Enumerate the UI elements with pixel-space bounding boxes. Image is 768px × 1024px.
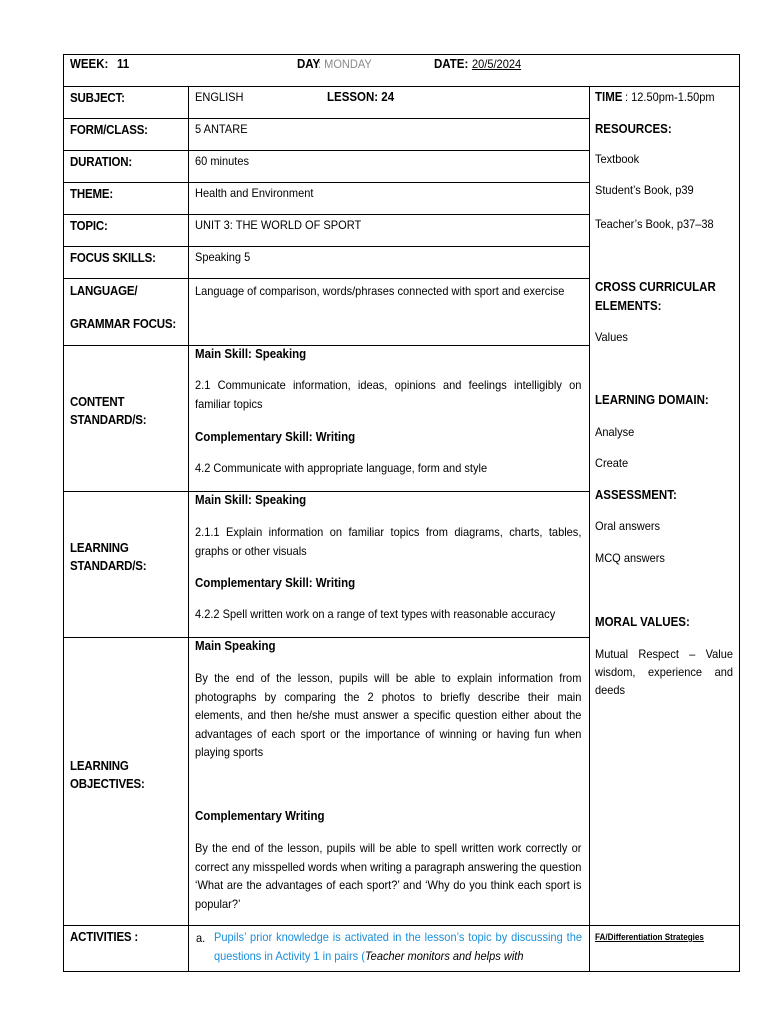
row-divider	[63, 182, 589, 183]
resource-item: Teacher’s Book, p37–38	[595, 217, 714, 231]
row-divider	[63, 214, 589, 215]
date-value: 20/5/2024	[472, 57, 522, 71]
objectives-main-text: By the end of the lesson, pupils will be able to explain information from photographs by comparing the 2 photos to briefly describe their main elements, and then he/she must answer a specific question either about the advantages of each sport or the importance of winning or having fun when playing sports	[195, 671, 582, 759]
focus-skills-label: FOCUS SKILLS:	[70, 251, 156, 265]
resources-heading: RESOURCES:	[595, 122, 672, 136]
objectives-main-heading: Main Speaking	[195, 639, 276, 653]
language-label: LANGUAGE/	[70, 284, 138, 298]
row-divider	[63, 118, 589, 119]
assessment-heading: ASSESSMENT:	[595, 488, 677, 502]
domain-item: Analyse	[595, 425, 635, 439]
content-standard-label: CONTENT	[70, 395, 125, 409]
learning-comp-heading: Complementary Skill: Writing	[195, 576, 356, 590]
activity-marker: a.	[196, 931, 206, 945]
topic-value: UNIT 3: THE WORLD OF SPORT	[195, 218, 362, 232]
lesson-number: LESSON: 24	[327, 90, 395, 104]
duration-value: 60 minutes	[195, 154, 250, 168]
form-value: 5 ANTARE	[195, 122, 248, 136]
topic-label: TOPIC:	[70, 219, 108, 233]
time-value: : 12.50pm-1.50pm	[624, 90, 715, 104]
learning-comp-text: 4.2.2 Spell written work on a range of text types with reasonable accuracy	[195, 607, 556, 621]
language-value: Language of comparison, words/phrases connected with sport and exercise	[195, 284, 565, 298]
duration-label: DURATION:	[70, 155, 133, 169]
row-divider	[63, 925, 740, 926]
assessment-item: MCQ answers	[595, 551, 665, 565]
cross-curricular-value: Values	[595, 330, 628, 344]
content-main-text: 2.1 Communicate information, ideas, opinions and feelings intelligibly on familiar topics	[195, 378, 582, 411]
domain-item: Create	[595, 456, 629, 470]
learning-main-heading: Main Skill: Speaking	[195, 493, 307, 507]
date-label: DATE:	[434, 57, 469, 71]
resource-item: Student’s Book, p39	[595, 183, 694, 197]
content-main-heading: Main Skill: Speaking	[195, 347, 307, 361]
assessment-item: Oral answers	[595, 519, 661, 533]
objectives-comp-heading: Complementary Writing	[195, 809, 325, 823]
theme-label: THEME:	[70, 187, 113, 201]
row-divider	[63, 278, 589, 279]
objectives-comp-text: By the end of the lesson, pupils will be able to spell written work correctly or correct any misspelled words when writing a paragraph answering the question ‘What are the advantages of each sport?’ and ‘Why do you think each sport is popular?’	[195, 841, 582, 911]
row-divider	[63, 637, 589, 638]
row-divider	[63, 246, 589, 247]
content-comp-text: 4.2 Communicate with appropriate language, form and style	[195, 461, 488, 475]
learning-objectives-label-2: OBJECTIVES:	[70, 777, 145, 791]
time-row	[595, 89, 722, 105]
learning-main-text: 2.1.1 Explain information on familiar topics from diagrams, charts, tables, graphs or other visuals	[195, 525, 582, 558]
subject-label: SUBJECT:	[70, 91, 125, 105]
cross-curricular-heading-2: ELEMENTS:	[595, 299, 662, 313]
activity-text: Pupils’ prior knowledge is activated in the lesson’s topic by discussing the questions in Activity 1 in pairs (	[214, 930, 582, 963]
learning-standard-label: LEARNING	[70, 541, 129, 555]
time-label: TIME	[595, 90, 623, 104]
row-divider	[63, 491, 589, 492]
learning-domain-heading: LEARNING DOMAIN:	[595, 393, 709, 407]
theme-value: Health and Environment	[195, 186, 314, 200]
grammar-focus-label: GRAMMAR FOCUS:	[70, 317, 177, 331]
cross-curricular-heading: CROSS CURRICULAR	[595, 280, 716, 294]
learning-objectives-label: LEARNING	[70, 759, 129, 773]
fa-differentiation-heading: FA/Differentiation Strategies	[595, 932, 704, 942]
resource-item: Textbook	[595, 152, 640, 166]
learning-standard-label-2: STANDARD/S:	[70, 559, 147, 573]
subject-value: ENGLISH	[195, 90, 244, 104]
moral-values-heading: MORAL VALUES:	[595, 615, 690, 629]
focus-skills-value: Speaking 5	[195, 250, 251, 264]
row-divider	[63, 86, 740, 87]
activities-label: ACTIVITIES :	[70, 930, 139, 944]
week-value: 11	[117, 57, 130, 71]
row-divider	[63, 345, 589, 346]
activity-italic-text: Teacher monitors and helps with	[364, 948, 524, 963]
content-comp-heading: Complementary Skill: Writing	[195, 430, 356, 444]
column-divider	[589, 86, 590, 972]
column-divider	[188, 86, 189, 972]
week-label: WEEK:	[70, 57, 109, 71]
activity-item	[214, 928, 582, 965]
day-label: DAY	[297, 57, 321, 71]
day-value: : MONDAY	[318, 57, 372, 71]
moral-values-text: Mutual Respect – Value wisdom, experience and deeds	[595, 647, 733, 697]
row-divider	[63, 150, 589, 151]
content-standard-label-2: STANDARD/S:	[70, 413, 147, 427]
form-label: FORM/CLASS:	[70, 123, 148, 137]
